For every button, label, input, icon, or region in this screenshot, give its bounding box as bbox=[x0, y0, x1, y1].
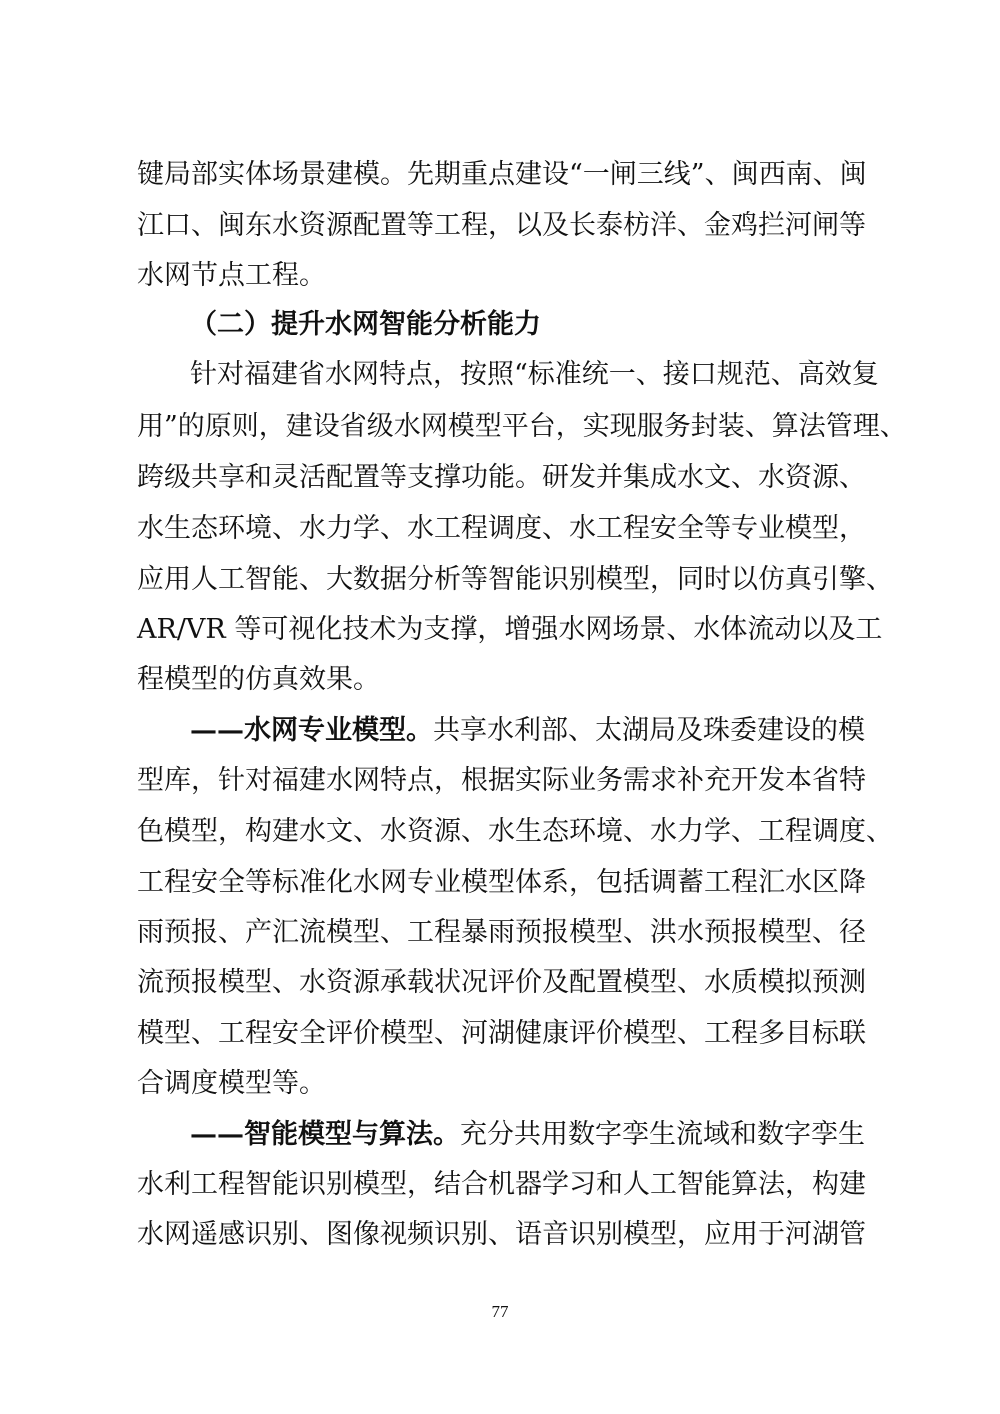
body-line: 型库，针对福建水网特点，根据实际业务需求补充开发本省特 bbox=[137, 765, 866, 796]
body-line: 工程安全等标准化水网专业模型体系，包括调蓄工程汇水区降 bbox=[137, 867, 866, 898]
body-line: 雨预报、产汇流模型、工程暴雨预报模型、洪水预报模型、径 bbox=[137, 917, 866, 948]
page-number: 77 bbox=[491, 1302, 509, 1321]
body-line: 江口、闽东水资源配置等工程，以及长泰枋洋、金鸡拦河闸等 bbox=[137, 210, 866, 241]
subsection-title: ——水网专业模型。 bbox=[190, 715, 433, 746]
body-line: 应用人工智能、大数据分析等智能识别模型，同时以仿真引擎、 bbox=[137, 564, 893, 595]
subsection-line bbox=[190, 1114, 865, 1156]
subsection-text: 共享水利部、太湖局及珠委建设的模 bbox=[433, 715, 865, 746]
section-heading: （二）提升水网智能分析能力 bbox=[190, 309, 541, 340]
body-line: 合调度模型等。 bbox=[137, 1068, 326, 1099]
body-line: 水网节点工程。 bbox=[137, 260, 326, 291]
body-line: 色模型，构建水文、水资源、水生态环境、水力学、工程调度、 bbox=[137, 816, 893, 847]
body-line: 跨级共享和灵活配置等支撑功能。研发并集成水文、水资源、 bbox=[137, 462, 866, 493]
body-line: 程模型的仿真效果。 bbox=[137, 664, 380, 695]
body-line: 键局部实体场景建模。先期重点建设“一闸三线”、闽西南、闽 bbox=[137, 159, 867, 190]
body-line: 水网遥感识别、图像视频识别、语音识别模型，应用于河湖管 bbox=[137, 1219, 866, 1250]
subsection-text: 充分共用数字孪生流域和数字孪生 bbox=[460, 1119, 865, 1150]
subsection-title: ——智能模型与算法。 bbox=[190, 1119, 460, 1150]
body-line: 针对福建省水网特点，按照“标准统一、接口规范、高效复 bbox=[190, 359, 879, 390]
body-line: 模型、工程安全评价模型、河湖健康评价模型、工程多目标联 bbox=[137, 1018, 866, 1049]
body-line: 水利工程智能识别模型，结合机器学习和人工智能算法，构建 bbox=[137, 1169, 866, 1200]
body-line: 流预报模型、水资源承载状况评价及配置模型、水质模拟预测 bbox=[137, 967, 866, 998]
body-line: 水生态环境、水力学、水工程调度、水工程安全等专业模型， bbox=[137, 513, 866, 544]
body-line: 用”的原则，建设省级水网模型平台，实现服务封装、算法管理、 bbox=[137, 411, 907, 442]
subsection-line bbox=[190, 710, 865, 752]
body-line: AR/VR 等可视化技术为支撑，增强水网场景、水体流动以及工 bbox=[137, 614, 883, 645]
